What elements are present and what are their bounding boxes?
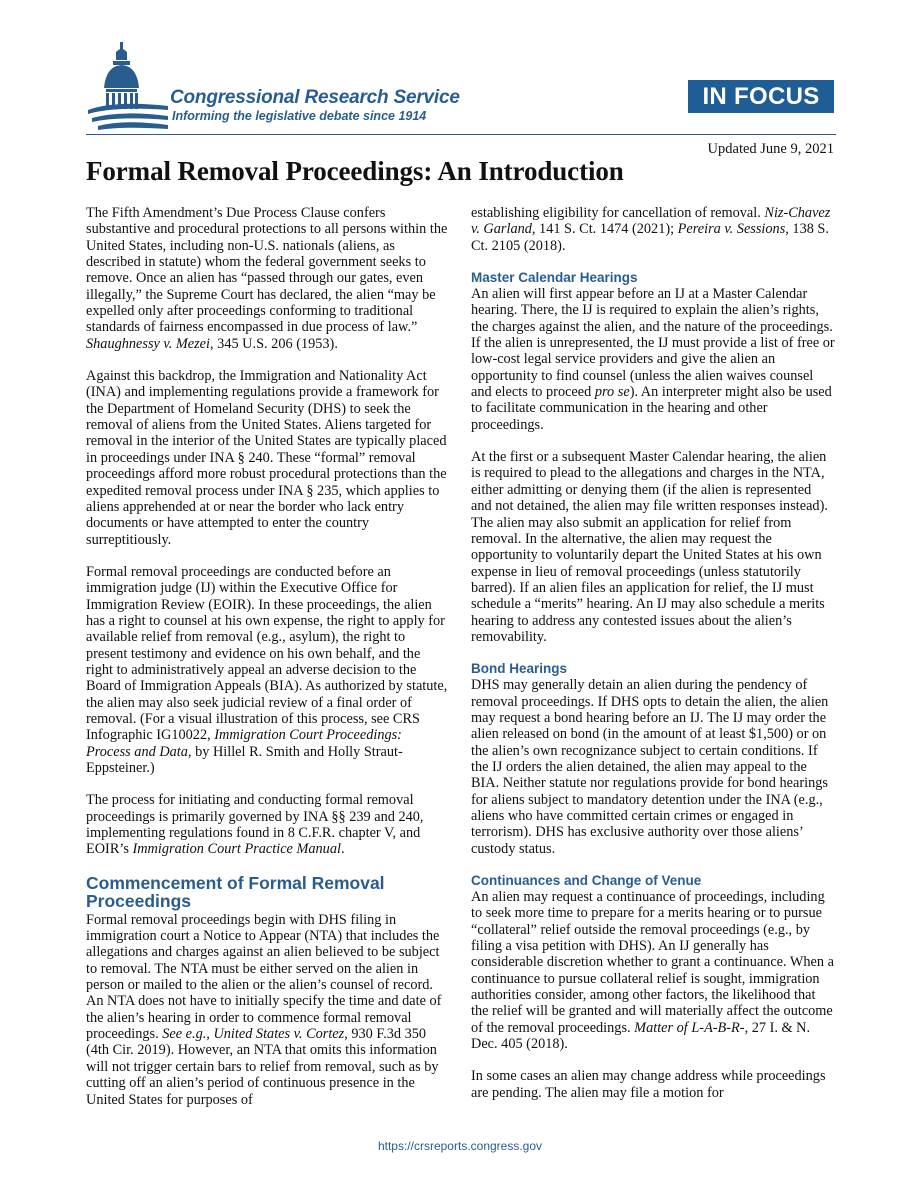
paragraph: At the first or a subsequent Master Calendar hearing, the alien is required to plead to the allegations and charges in the NTA, either admitting or denying them (if the alien is represented and not detained, the alien may file written responses instead). The alien may also submit an application for relief from removal. In the alternative, the alien may request the opportunity to voluntarily depart the United States at his own expense in lieu of removal proceedings (unless statutorily barred). If an alien files an application for relief, the IJ must schedule a “merits” hearing. An IJ may also schedule a merits hearing to address any contested issues about the alien’s removability. — [471, 449, 828, 645]
paragraph: In some cases an alien may change address while proceedings are pending. The alien may file a motion for — [471, 1068, 826, 1101]
italic-citation: Immigration Court Proceedings: Process and Data — [86, 727, 402, 760]
capitol-dome-icon — [86, 40, 168, 134]
report-header — [86, 36, 836, 136]
italic-citation: Niz-Chavez v. Garland — [471, 205, 831, 238]
paragraph: An alien will first appear before an IJ at a Master Calendar hearing. There, the IJ is required to explain the alien’s rights, the charges against the alien, and the nature of the proceedings. If the alien is unrepresented, the IJ must provide a list of free or low-cost legal service providers and give the alien an opportunity to find counsel (unless the alien waives counsel and elects to proceed pro se). An interpreter might also be used to facilitate communication in the hearing and other proceedings. — [471, 286, 835, 433]
paragraph: The process for initiating and conducting formal removal proceedings is primarily governed by INA §§ 239 and 240, implementing regulations found in 8 C.F.R. chapter V, and EOIR’s Immigration Court Practice Manual. — [86, 792, 424, 858]
page-title: Formal Removal Proceedings: An Introduction — [86, 156, 624, 186]
section-heading-master-calendar: Master Calendar Hearings — [471, 270, 638, 286]
paragraph: The Fifth Amendment’s Due Process Clause confers substantive and procedural protections to all persons within the United States, including non-U.S. nationals (aliens, as described in statute) whom the federal government seeks to remove. Once an alien has “passed through our gates, even illegally,” the Supreme Court has declared, the alien “may be expelled only after proceedings conforming to traditional standards of fairness encompassed in due process of law.” Shaughnessy v. Mezei, 345 U.S. 206 (1953). — [86, 205, 448, 352]
left-column — [86, 205, 448, 1108]
italic-citation: Shaughnessy v. Mezei — [86, 335, 211, 352]
in-focus-badge: IN FOCUS — [688, 80, 834, 113]
section-heading-continuances: Continuances and Change of Venue — [471, 873, 702, 889]
paragraph: DHS may generally detain an alien during the pendency of removal proceedings. If DHS opts to detain the alien, the alien may request a bond hearing before an IJ. The IJ may order the alien released on bond (in the amount of at least $1,500) or on the alien’s own recognizance subject to certain conditions. If the IJ orders the alien detained, the alien may appeal to the BIA. Neither statute nor regulations provide for bond hearings for aliens subject to mandatory detention under the INA (e.g., aliens who have committed certain crimes or engaged in terrorism). DHS has exclusive authority over those aliens’ custody status. — [471, 677, 829, 857]
paragraph: Against this backdrop, the Immigration and Nationality Act (INA) and implementing regulations provide a framework for the Department of Homeland Security (DHS) to seek the removal of aliens from the United States. Aliens targeted for removal in the interior of the United States are typically placed in proceedings under INA § 240. These “formal” removal proceedings afford more robust procedural protections than the expedited removal process under INA § 235, which applies to aliens apprehended at or near the border who lack entry documents or have attempted to enter the country surreptitiously. — [86, 368, 447, 548]
italic-citation: Pereira v. Sessions — [677, 221, 786, 238]
paragraph: Formal removal proceedings begin with DHS filing in immigration court a Notice to Appear (NTA) that includes the allegations and charges against an alien believed to be subject to removal. The NTA must be either served on the alien in person or mailed to the alien or the alien’s counsel of record. An NTA does not have to initially specify the time and date of the alien’s hearing in order to commence formal removal proceedings. See e.g., United States v. Cortez, 930 F.3d 350 (4th Cir. 2019). However, an NTA that omits this information will not trigger certain bars to relief from removal, such as by cutting off an alien’s period of continuous presence in the United States for purposes of — [86, 911, 442, 1108]
org-name: Congressional Research Service — [170, 87, 460, 108]
paragraph: Formal removal proceedings are conducted before an immigration judge (IJ) within the Executive Office for Immigration Review (EOIR). In these proceedings, the alien has a right to counsel at his own expense, the right to apply for available relief from removal (e.g., asylum), the right to present testimony and evidence on his own behalf, and the right to administratively appeal an adverse decision to the Board of Immigration Appeals (BIA). As authorized by statute, the alien may also seek judicial review of a final order of removal. (For a visual illustration of this process, see CRS Infographic IG10022, Immigration Court Proceedings: Process and Data, by Hillel R. Smith and Holly Straut-Eppsteiner.) — [86, 563, 448, 776]
updated-date: Updated June 9, 2021 — [707, 141, 834, 157]
italic-citation: Matter of L-A-B-R- — [634, 1019, 745, 1036]
brand-block — [170, 88, 460, 124]
section-heading-bond: Bond Hearings — [471, 661, 568, 677]
org-tagline: Informing the legislative debate since 1914 — [172, 109, 427, 123]
section-heading-commencement: Commencement of Formal Removal Proceedings — [86, 872, 385, 911]
header-rule — [86, 134, 836, 135]
italic-citation: pro se — [594, 384, 630, 401]
italic-citation: See e.g., United States v. Cortez — [162, 1026, 345, 1043]
italic-citation: Immigration Court Practice Manual — [132, 841, 341, 858]
paragraph: establishing eligibility for cancellation of removal. Niz-Chavez v. Garland, 141 S. Ct. 1474 (2021); Pereira v. Sessions, 138 S. Ct. 2105 (2018). — [471, 205, 831, 254]
right-column — [471, 205, 835, 1101]
paragraph: An alien may request a continuance of proceedings, including to seek more time to prepare for a merits hearing or to pursue “collateral” relief outside the removal proceedings (e.g., by filing a visa petition with DHS). An IJ generally has considerable discretion whether to grant a continuance. When a continuance to pursue collateral relief is sought, immigration authorities consider, among other factors, the likelihood that the relief will be granted and will materially affect the outcome of the removal proceedings. Matter of L-A-B-R-, 27 I. & N. Dec. 405 (2018). — [471, 889, 834, 1053]
footer-url[interactable]: https://crsreports.congress.gov — [377, 1139, 543, 1153]
